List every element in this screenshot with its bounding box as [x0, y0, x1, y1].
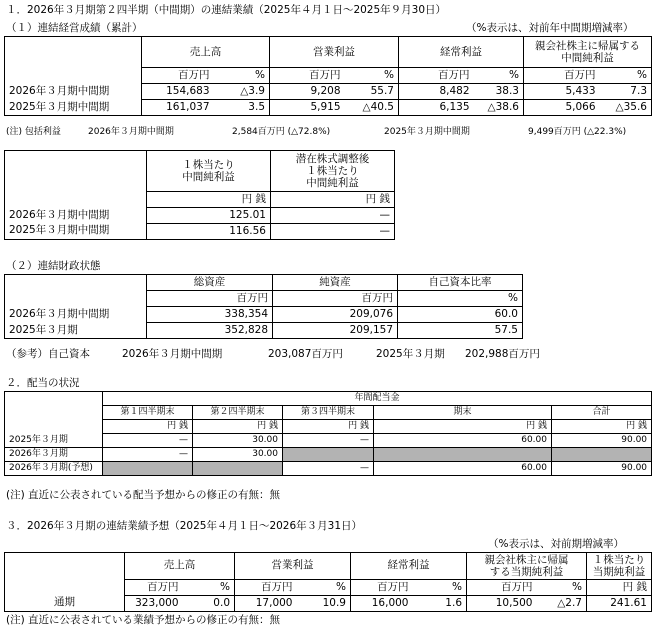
header-net-income: 親会社株主に帰属 する当期純利益: [467, 553, 587, 580]
comprehensive-income-b: 2025年３月期中間期: [384, 127, 470, 137]
forecast-table: 売上高 営業利益 経常利益 親会社株主に帰属 する当期純利益 １株当たり 当期純利益 百万円 % 百万円 % 百万円 % 百万円 % 円 銭 通期 323,000 0.0 17,000 10.9 16,000 1.6 10,500 △2.7 241.61: [4, 552, 652, 612]
header-ordinary-income: 経常利益: [399, 37, 524, 68]
header-sales: 売上高: [142, 37, 270, 68]
header-equity-ratio: 自己資本比率: [398, 275, 523, 291]
ref-equity-a-value: 203,087百万円: [268, 348, 343, 360]
header-operating-income: 営業利益: [235, 553, 351, 580]
section3-pct-note: （%表示は、対前期増減率）: [488, 538, 624, 550]
table-row: 2025年３月期 — 30.00 — 60.00 90.00: [5, 434, 652, 448]
table-row: 2026年３月期(予想) — 60.00 90.00: [5, 462, 652, 476]
table-row: 2026年３月期中間期 338,354 209,076 60.0: [5, 307, 523, 323]
header-diluted-eps: 潜在株式調整後 １株当たり 中間純利益: [271, 151, 395, 192]
table-row: 2025年３月期中間期 116.56 —: [5, 223, 395, 239]
header-net-assets: 純資産: [273, 275, 398, 291]
table-row: 2025年３月期 352,828 209,157 57.5: [5, 323, 523, 339]
header-eps: １株当たり 当期純利益: [587, 553, 652, 580]
section3-title: ３．2026年３月期の連結業績予想（2025年４月１日～2026年３月31日）: [6, 520, 363, 532]
table-row: 通期 323,000 0.0 17,000 10.9 16,000 1.6 10,500 △2.7 241.61: [5, 595, 652, 611]
table-row: 2026年３月期中間期 154,683 △3.9 9,208 55.7 8,482 38.3 5,433 7.3: [5, 84, 652, 100]
table-row: 2026年３月期 — 30.00: [5, 448, 652, 462]
ref-equity-b: 2025年３月期: [376, 348, 445, 360]
eps-table: １株当たり 中間純利益 潜在株式調整後 １株当たり 中間純利益 円 銭 円 銭 2026年３月期中間期 125.01 — 2025年３月期中間期 116.56 —: [4, 150, 395, 240]
financial-position-table: 総資産 純資産 自己資本比率 百万円 百万円 % 2026年３月期中間期 338,354 209,076 60.0 2025年３月期 352,828 209,157 57.5: [4, 274, 523, 339]
section1-pct-note: （%表示は、対前年中間期増減率）: [466, 22, 634, 34]
header-eps: １株当たり 中間純利益: [147, 151, 271, 192]
table-row: 2026年３月期中間期 125.01 —: [5, 207, 395, 223]
section1-sub1: （１）連結経営成績（累計）: [6, 22, 143, 34]
operating-results-table: 売上高 営業利益 経常利益 親会社株主に帰属する 中間純利益 百万円 % 百万円 % 百万円 % 百万円 % 2026年３月期中間期 154,683 △3.9 9,208 55.7 8,482 38.3 5,433 7.3 2025年３月期中間期 161,037 3.5 5,915 △40.5 6,135 △38.6 5,066 △35.6: [4, 36, 652, 116]
section1-title: １．2026年３月期第２四半期（中間期）の連結業績（2025年４月１日～2025年９月30日）: [6, 4, 447, 16]
comprehensive-income-label: (注) 包括利益: [6, 127, 61, 137]
header-ordinary-income: 経常利益: [351, 553, 467, 580]
comprehensive-income-b-value: 9,499百万円 (△22.3%): [528, 127, 627, 137]
section1-sub2: （２）連結財政状態: [6, 260, 101, 272]
header-sales: 売上高: [125, 553, 235, 580]
comprehensive-income-a-value: 2,584百万円 (△72.8%): [232, 127, 331, 137]
header-total-assets: 総資産: [147, 275, 273, 291]
ref-equity-b-value: 202,988百万円: [465, 348, 540, 360]
header-net-income: 親会社株主に帰属する 中間純利益: [524, 37, 652, 68]
forecast-note: (注) 直近に公表されている業績予想からの修正の有無：無: [6, 614, 281, 626]
ref-equity-a: 2026年３月期中間期: [122, 348, 223, 360]
ref-equity-label: （参考）自己資本: [6, 348, 90, 360]
section2-title: ２．配当の状況: [6, 377, 80, 389]
comprehensive-income-a: 2026年３月期中間期: [88, 127, 174, 137]
header-annual-dividend: 年間配当金: [103, 392, 652, 406]
table-row: 2025年３月期中間期 161,037 3.5 5,915 △40.5 6,135 △38.6 5,066 △35.6: [5, 100, 652, 116]
header-operating-income: 営業利益: [270, 37, 399, 68]
dividend-table: 年間配当金 第１四半期末 第２四半期末 第３四半期末 期末 合計 円 銭 円 銭 円 銭 円 銭 円 銭 2025年３月期 — 30.00 — 60.00 90.00 2026年３月期 — 30.00 2026年３月期(予想) — 60.00 90.00: [4, 391, 652, 476]
dividend-note: (注) 直近に公表されている配当予想からの修正の有無：無: [6, 489, 281, 501]
